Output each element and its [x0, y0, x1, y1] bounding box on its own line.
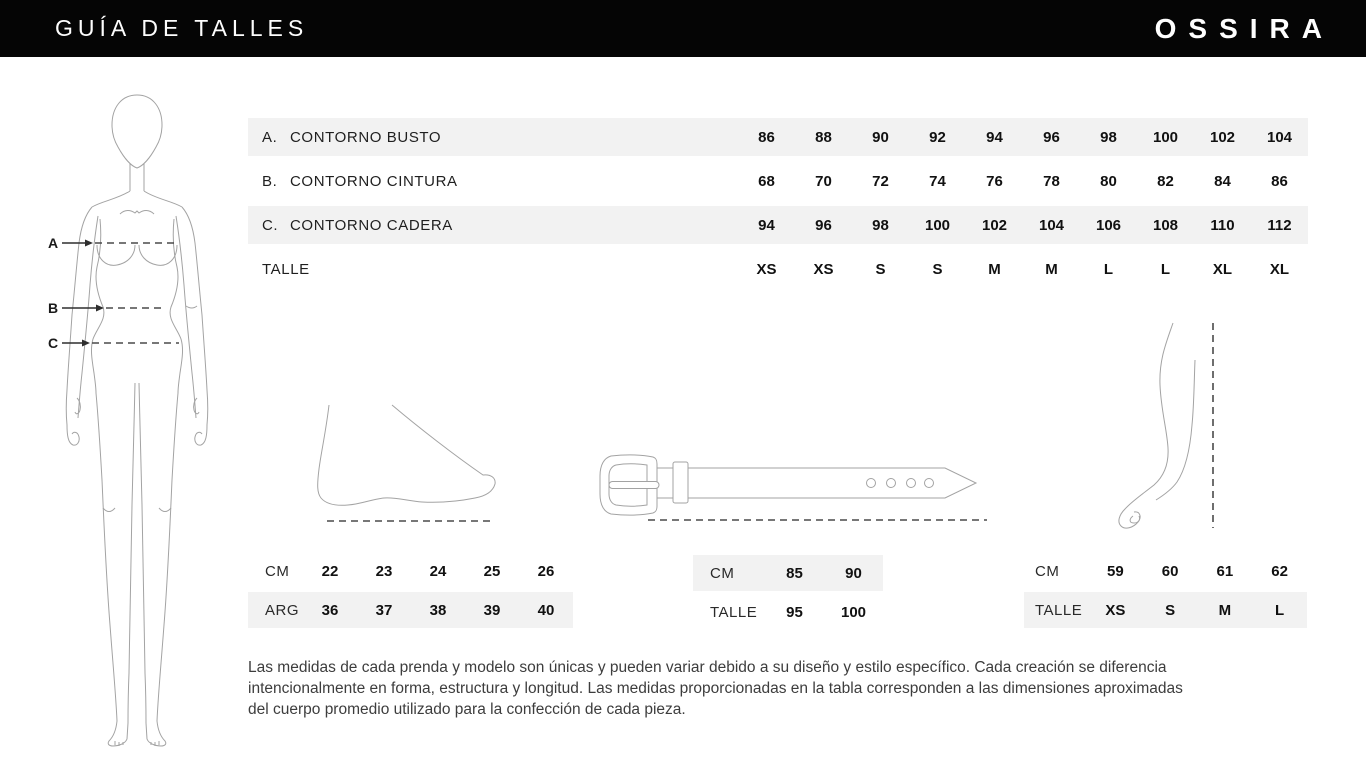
- cell: M: [988, 260, 1001, 278]
- table-row-cm: [248, 553, 573, 589]
- cell: 74: [929, 172, 946, 190]
- cell: 61: [1216, 562, 1234, 580]
- cell: 22: [321, 562, 339, 580]
- cell: 98: [1100, 128, 1117, 146]
- cell: 70: [815, 172, 832, 190]
- row-key: C.: [262, 216, 279, 234]
- female-body-figure-illustration: [40, 85, 240, 750]
- cell: 86: [758, 128, 775, 146]
- cell: 24: [429, 562, 447, 580]
- cell: XS: [1105, 601, 1126, 619]
- cell: 84: [1214, 172, 1231, 190]
- cell: 39: [483, 601, 501, 619]
- page-title: GUÍA DE TALLES: [55, 15, 309, 41]
- cell: S: [875, 260, 886, 278]
- figure-label-a: A: [48, 235, 59, 251]
- figure-label-b: B: [48, 300, 59, 316]
- row-label: TALLE: [710, 603, 758, 621]
- cell: 102: [1209, 128, 1236, 146]
- cell: L: [1160, 260, 1171, 278]
- row-key: B.: [262, 172, 278, 190]
- cell: 37: [375, 601, 393, 619]
- table-row-arg: [248, 592, 573, 628]
- cell: 95: [786, 603, 803, 621]
- cell: 104: [1038, 216, 1065, 234]
- body-measurements-table: [248, 118, 1308, 294]
- row-label: CM: [710, 564, 735, 582]
- row-label: TALLE: [1035, 601, 1083, 619]
- cell: L: [1275, 601, 1285, 619]
- cell: 23: [375, 562, 393, 580]
- cell: S: [932, 260, 943, 278]
- row-label: CONTORNO BUSTO: [290, 128, 442, 146]
- cell: M: [1045, 260, 1058, 278]
- cell: 90: [845, 564, 862, 582]
- belt-illustration: [595, 450, 990, 528]
- cell: 100: [924, 216, 951, 234]
- cell: 59: [1107, 562, 1124, 580]
- cell: 94: [758, 216, 775, 234]
- disclaimer-line: intencionalmente en forma, estructura y longitud. Las medidas proporcionadas en la tabla corresponden a las dimensiones aproximadas: [248, 680, 1183, 697]
- cell: XL: [1269, 260, 1290, 278]
- table-row-cm: [693, 555, 883, 591]
- cell: 100: [840, 603, 867, 621]
- cell: 104: [1266, 128, 1293, 146]
- cell: 76: [986, 172, 1003, 190]
- arrow-c-icon: [82, 340, 90, 347]
- cell: S: [1165, 601, 1176, 619]
- arm-sleeve-illustration: [1100, 315, 1225, 540]
- cell: 60: [1161, 562, 1179, 580]
- cell: 110: [1210, 216, 1235, 234]
- cell: 78: [1043, 172, 1060, 190]
- cell: 86: [1271, 172, 1288, 190]
- table-row-hip: [248, 206, 1308, 244]
- row-label: CM: [1035, 562, 1060, 580]
- table-row-size: [1024, 592, 1307, 628]
- cell: XL: [1212, 260, 1233, 278]
- row-label: CONTORNO CINTURA: [290, 172, 458, 190]
- header-bar: [0, 0, 1366, 57]
- sleeve-size-table: [1024, 553, 1307, 631]
- cell: 62: [1271, 562, 1288, 580]
- table-row-size: [693, 594, 883, 630]
- cell: 94: [986, 128, 1003, 146]
- cell: L: [1103, 260, 1114, 278]
- cell: 36: [321, 601, 339, 619]
- brand-logo: OSSIRA: [1154, 12, 1334, 44]
- row-label: TALLE: [262, 260, 310, 278]
- cell: 108: [1152, 216, 1179, 234]
- cell: 98: [872, 216, 889, 234]
- cell: XS: [813, 260, 834, 278]
- cell: XS: [756, 260, 777, 278]
- cell: 80: [1100, 172, 1117, 190]
- cell: 82: [1157, 172, 1174, 190]
- table-row-cm: [1024, 553, 1307, 589]
- disclaimer-line: del cuerpo promedio utilizado para la confección de cada pieza.: [248, 701, 686, 718]
- row-label: CM: [265, 562, 290, 580]
- cell: 112: [1267, 216, 1292, 234]
- table-row-size: [248, 250, 1308, 288]
- cell: 102: [981, 216, 1008, 234]
- cell: 96: [1043, 128, 1060, 146]
- row-label: CONTORNO CADERA: [290, 216, 453, 234]
- cell: M: [1218, 601, 1232, 619]
- disclaimer-text: [248, 657, 1183, 720]
- row-key: A.: [262, 128, 278, 146]
- arrow-a-icon: [85, 240, 93, 247]
- cell: 26: [537, 562, 555, 580]
- shoe-foot-illustration: [298, 393, 508, 533]
- cell: 96: [815, 216, 832, 234]
- row-label: ARG: [265, 601, 300, 619]
- cell: 68: [758, 172, 775, 190]
- cell: 85: [786, 564, 803, 582]
- cell: 100: [1152, 128, 1179, 146]
- cell: 106: [1095, 216, 1122, 234]
- belt-size-table: [693, 555, 883, 633]
- cell: 72: [872, 172, 889, 190]
- figure-label-c: C: [48, 335, 59, 351]
- disclaimer-line: Las medidas de cada prenda y modelo son únicas y pueden variar debido a su diseño y estilo específico. Cada creación se diferencia: [248, 659, 1167, 676]
- cell: 88: [815, 128, 832, 146]
- cell: 38: [429, 601, 447, 619]
- table-row-bust: [248, 118, 1308, 156]
- shoe-size-table: [248, 553, 573, 631]
- cell: 92: [929, 128, 946, 146]
- cell: 90: [872, 128, 889, 146]
- cell: 25: [483, 562, 501, 580]
- table-row-waist: [248, 162, 1308, 200]
- cell: 40: [537, 601, 555, 619]
